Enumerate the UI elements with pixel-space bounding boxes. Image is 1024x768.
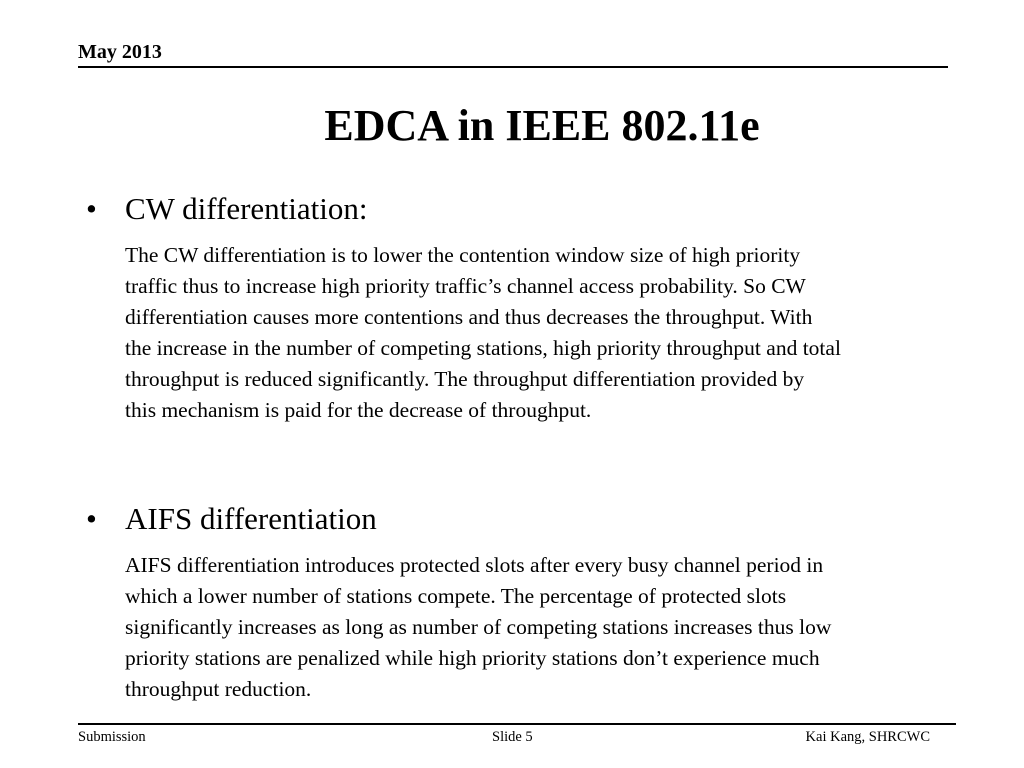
header-divider — [78, 66, 948, 68]
bullet-section-cw — [86, 190, 985, 426]
body-line: priority stations are penalized while high priority stations don’t experience much — [125, 646, 820, 670]
header-date: May 2013 — [78, 41, 162, 63]
footer-author: Kai Kang, SHRCWC — [805, 729, 930, 745]
bullet-heading-text: CW differentiation: — [125, 191, 368, 226]
bullet-body-cw — [125, 240, 985, 426]
body-line: The CW differentiation is to lower the contention window size of high priority — [125, 243, 801, 267]
bullet-heading-aifs — [86, 500, 985, 538]
footer-submission: Submission — [78, 729, 146, 745]
body-line: throughput is reduced significantly. The throughput differentiation provided by — [125, 367, 805, 391]
bullet-heading-cw — [86, 190, 985, 228]
slide-title: EDCA in IEEE 802.11e — [324, 101, 760, 150]
bullet-marker: • — [86, 191, 97, 226]
bullet-marker: • — [86, 501, 97, 536]
footer-slide-number: Slide 5 — [492, 729, 533, 745]
body-line: the increase in the number of competing stations, high priority throughput and total — [125, 336, 841, 360]
bullet-section-aifs — [86, 500, 985, 705]
body-line: which a lower number of stations compete. The percentage of protected slots — [125, 584, 787, 608]
body-line: throughput reduction. — [125, 677, 312, 701]
body-line: differentiation causes more contentions and thus decreases the throughput. With — [125, 305, 813, 329]
bullet-heading-text: AIFS differentiation — [125, 501, 377, 536]
body-line: this mechanism is paid for the decrease of throughput. — [125, 398, 592, 422]
body-line: traffic thus to increase high priority traffic’s channel access probability. So CW — [125, 274, 806, 298]
body-line: significantly increases as long as number of competing stations increases thus low — [125, 615, 832, 639]
body-line: AIFS differentiation introduces protected slots after every busy channel period in — [125, 553, 824, 577]
footer-divider — [78, 723, 956, 725]
bullet-body-aifs — [125, 550, 985, 705]
